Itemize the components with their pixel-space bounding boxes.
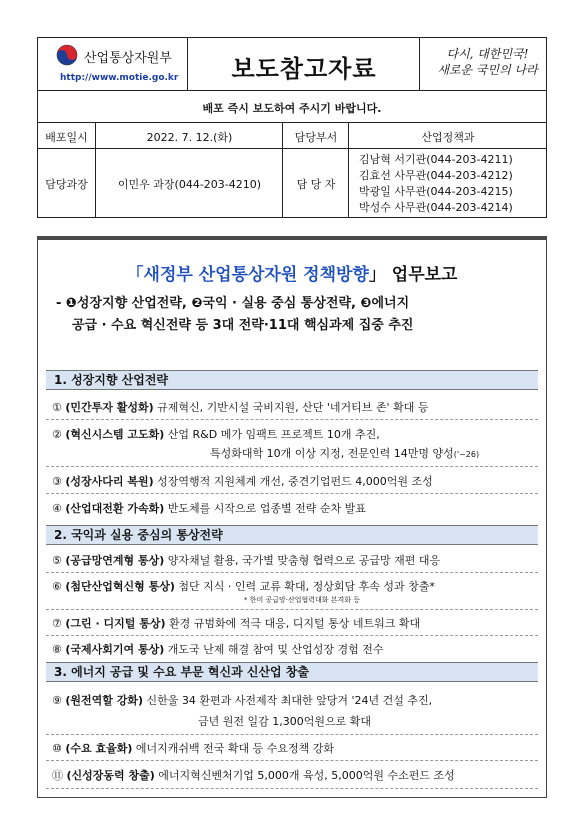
dept-name: 산업정책과 (421, 131, 475, 144)
divider (46, 788, 538, 789)
divider (46, 493, 538, 494)
item-text: 특성화대학 10개 이상 지정, 전문인력 14만명 양성 (210, 447, 454, 460)
doc-type-cell (187, 38, 419, 90)
report-subtitle (56, 293, 536, 337)
item-text: 에너지혁신벤처기업 5,000개 육성, 5,000억원 수소펀드 조성 (158, 769, 455, 782)
item-keyword: (민간투자 활성화) (65, 401, 154, 414)
item-keyword: (산업대전환 가속화) (65, 502, 165, 515)
list-item-continuation (198, 713, 584, 729)
list-item (52, 615, 544, 631)
item-keyword: (국제사회기여 통상) (65, 643, 165, 656)
item-text: 양자채널 활용, 국가별 맞춤형 협력으로 공급망 재편 대응 (167, 554, 441, 567)
divider (46, 609, 538, 610)
item-keyword: (혁신시스템 고도화) (65, 428, 165, 441)
item-number: ④ (52, 502, 62, 515)
report-title (38, 260, 546, 285)
item-text: 성장역행적 지원체계 개선, 중견기업펀드 4,000억원 조성 (157, 475, 433, 488)
item-text: 첨단 지식 · 인력 교류 확대, 정상회담 후속 성과 창출* (178, 580, 435, 593)
dept-label-cell (282, 122, 348, 148)
release-note-row (38, 90, 546, 122)
item-number: ⑩ (52, 742, 62, 755)
item-number: ① (52, 401, 62, 414)
list-item (52, 740, 544, 756)
item-number: ⑧ (52, 643, 62, 656)
title-open-bracket: 「 (126, 265, 144, 285)
staff-member: 김효선 사무관(044-203-4212) (359, 169, 513, 182)
section-heading: 2. 국익과 실용 중심의 통상전략 (46, 525, 538, 545)
item-number: ⑦ (52, 617, 62, 630)
item-text: 에너지캐쉬백 전국 확대 등 수요정책 강화 (135, 742, 335, 755)
list-item (52, 767, 544, 783)
release-date-label: 배포일시 (45, 131, 88, 144)
dept-cell (348, 122, 546, 148)
list-item (52, 399, 544, 415)
footnote: * 한미 공급망·산업협력대화 본격화 등 (244, 596, 361, 604)
item-text: 신한울 34 환편과 사전제작 최대한 앞당겨 '24년 건설 추진, (146, 694, 433, 707)
doc-type-title: 보도참고자료 (231, 55, 377, 83)
item-text: 반도체를 시작으로 업종별 전략 순차 발표 (167, 502, 366, 515)
summary-box (37, 236, 547, 798)
staff-member: 박성수 사무관(044-203-4214) (359, 201, 513, 214)
slogan-line-2: 새로운 국민의 나라 (437, 63, 538, 77)
item-keyword: (성장사다리 복원) (65, 475, 154, 488)
release-date-cell (95, 122, 282, 148)
list-item (52, 500, 544, 516)
staff-member: 김남혁 서기관(044-203-4211) (359, 153, 513, 166)
list-item (52, 641, 544, 657)
taegeuk-logo-icon (56, 44, 78, 66)
list-item-continuation (210, 445, 584, 461)
release-date-label-cell (38, 122, 95, 148)
director-label-cell (38, 148, 95, 217)
item-keyword: (첨단산업혁신형 통상) (65, 580, 175, 593)
title-suffix: 」 업무보고 (368, 265, 458, 285)
release-note-text: 배포 즉시 보도하여 주시기 바랍니다. (202, 102, 382, 115)
slogan-line-1: 다시, 대한민국! (446, 47, 529, 61)
staff-cell (348, 148, 546, 217)
ministry-url-link[interactable]: http://www.motie.go.kr (60, 73, 179, 83)
item-number: ⑪ (52, 769, 63, 782)
item-number: ② (52, 428, 62, 441)
director-label: 담당과장 (45, 178, 88, 191)
ministry-name: 산업통상자원부 (84, 51, 172, 66)
item-number: ⑨ (52, 694, 62, 707)
divider (46, 635, 538, 636)
staff-list (359, 152, 547, 216)
item-keyword: (그린 · 디지털 통상) (65, 617, 166, 630)
item-number: ③ (52, 475, 62, 488)
divider (46, 760, 538, 761)
staff-member: 박광일 사무관(044-203-4215) (359, 185, 513, 198)
staff-label-cell (282, 148, 348, 217)
director-cell (95, 148, 282, 217)
item-text: 개도국 난제 해결 참여 및 산업성장 경험 전수 (167, 643, 384, 656)
divider (46, 572, 538, 573)
list-item (52, 692, 544, 708)
ministry-logo-cell (38, 38, 187, 90)
list-item (52, 473, 544, 489)
list-item (52, 552, 544, 568)
item-text: 환경 규범화에 적극 대응, 디지털 통상 네트워크 확대 (168, 617, 421, 630)
slogan-cell (419, 38, 546, 90)
dept-label: 담당부서 (294, 131, 338, 144)
subtitle-line-2: 공급 · 수요 혁신전략 등 3대 전략·11대 핵심과제 집중 추진 (72, 318, 414, 333)
director-name: 이민우 과장(044-203-4210) (117, 178, 262, 191)
section-heading: 3. 에너지 공급 및 수요 부문 혁신과 신산업 창출 (46, 662, 538, 682)
list-item (52, 578, 544, 594)
item-text-small: ('~26) (453, 450, 480, 459)
release-note (38, 100, 546, 116)
staff-label: 담 당 자 (296, 178, 336, 191)
item-number: ⑤ (52, 554, 62, 567)
press-header-table (37, 37, 547, 218)
divider (46, 419, 538, 420)
section-heading: 1. 성장지향 산업전략 (46, 370, 538, 390)
divider (46, 466, 538, 467)
top-rule (37, 236, 547, 240)
item-keyword: (공급망연계형 통상) (65, 554, 165, 567)
item-keyword: (수요 효율화) (65, 742, 133, 755)
item-text: 규제혁신, 기반시설 국비지원, 산단 '네거티브 존' 확대 등 (157, 401, 429, 414)
item-text: 금년 원전 일감 1,300억원으로 확대 (198, 715, 371, 728)
divider (46, 734, 538, 735)
title-highlight: 새정부 산업통상자원 정책방향 (143, 265, 369, 285)
list-item (52, 426, 544, 442)
item-number: ⑥ (52, 580, 62, 593)
item-text: 산업 R&D 메가 임팩트 프로젝트 10개 추진, (167, 428, 380, 441)
release-date: 2022. 7. 12.(화) (146, 131, 233, 144)
item-keyword: (신성장동력 창출) (66, 769, 155, 782)
item-keyword: (원전역할 강화) (65, 694, 144, 707)
subtitle-line-1: - ❶성장지향 산업전략, ❷국익 · 실용 중심 통상전략, ❸에너지 (56, 296, 410, 311)
